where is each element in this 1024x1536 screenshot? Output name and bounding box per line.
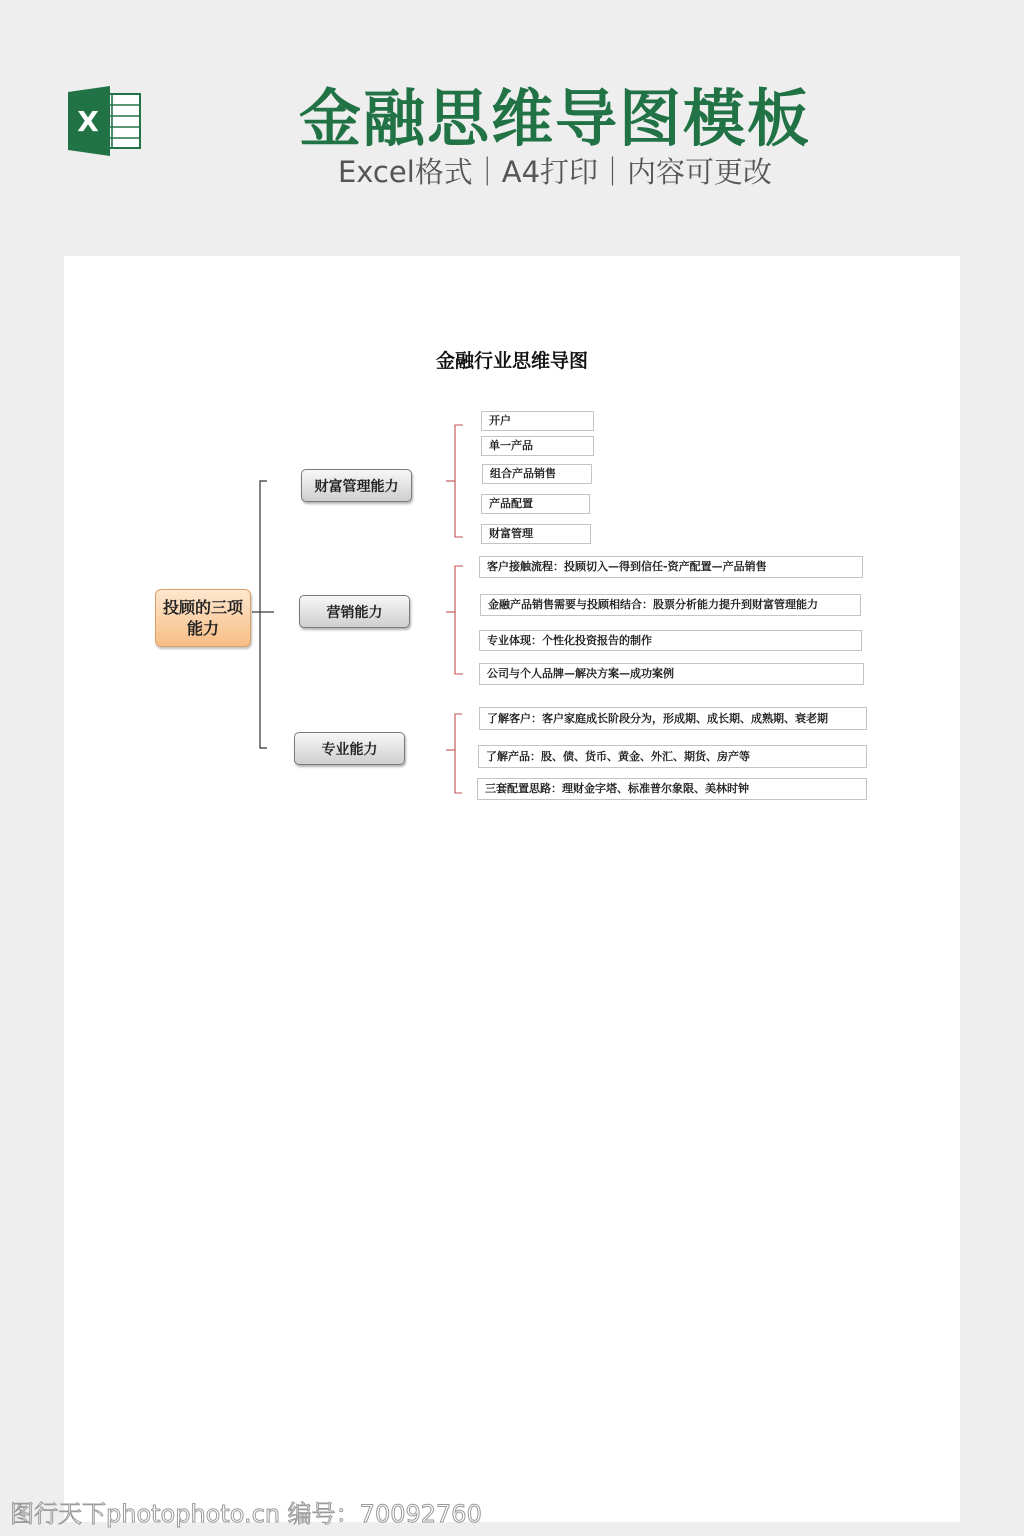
mindmap-root-node: 投顾的三项能力 [155,589,251,647]
branch-node-wealth: 财富管理能力 [301,469,412,502]
leaf-bracket-3 [446,714,462,793]
leaf-node: 公司与个人品牌—解决方案—成功案例 [479,663,864,685]
leaf-bracket-1 [446,425,463,537]
leaf-node: 单一产品 [481,436,594,456]
svg-text:X: X [77,105,99,138]
document-title: 金融行业思维导图 [435,350,588,372]
leaf-node: 金融产品销售需要与投顾相结合：股票分析能力提升到财富管理能力 [480,594,861,616]
leaf-node: 产品配置 [481,494,590,514]
branch-node-professional: 专业能力 [294,732,405,765]
leaf-bracket-2 [446,566,463,674]
leaf-node: 专业体现：个性化投资报告的制作 [479,630,862,651]
leaf-node: 三套配置思路：理财金字塔、标准普尔象限、美林时钟 [477,778,867,800]
leaf-node: 了解客户：客户家庭成长阶段分为，形成期、成长期、成熟期、衰老期 [479,707,867,730]
leaf-node: 客户接触流程：投顾切入—得到信任-资产配置—产品销售 [479,556,863,578]
leaf-node: 财富管理 [481,524,591,544]
leaf-node: 了解产品：股、债、货币、黄金、外汇、期货、房产等 [478,745,867,768]
leaf-node: 开户 [481,411,594,431]
leaf-node: 组合产品销售 [482,464,592,484]
branch-node-marketing: 营销能力 [299,595,410,628]
watermark: 图行天下photophoto.cn 编号：70092760 [10,1500,482,1528]
branch-bracket [252,481,274,748]
page-title: 金融思维导图模板 [298,82,811,155]
page-subtitle: Excel格式｜A4打印｜内容可更改 [337,155,773,189]
